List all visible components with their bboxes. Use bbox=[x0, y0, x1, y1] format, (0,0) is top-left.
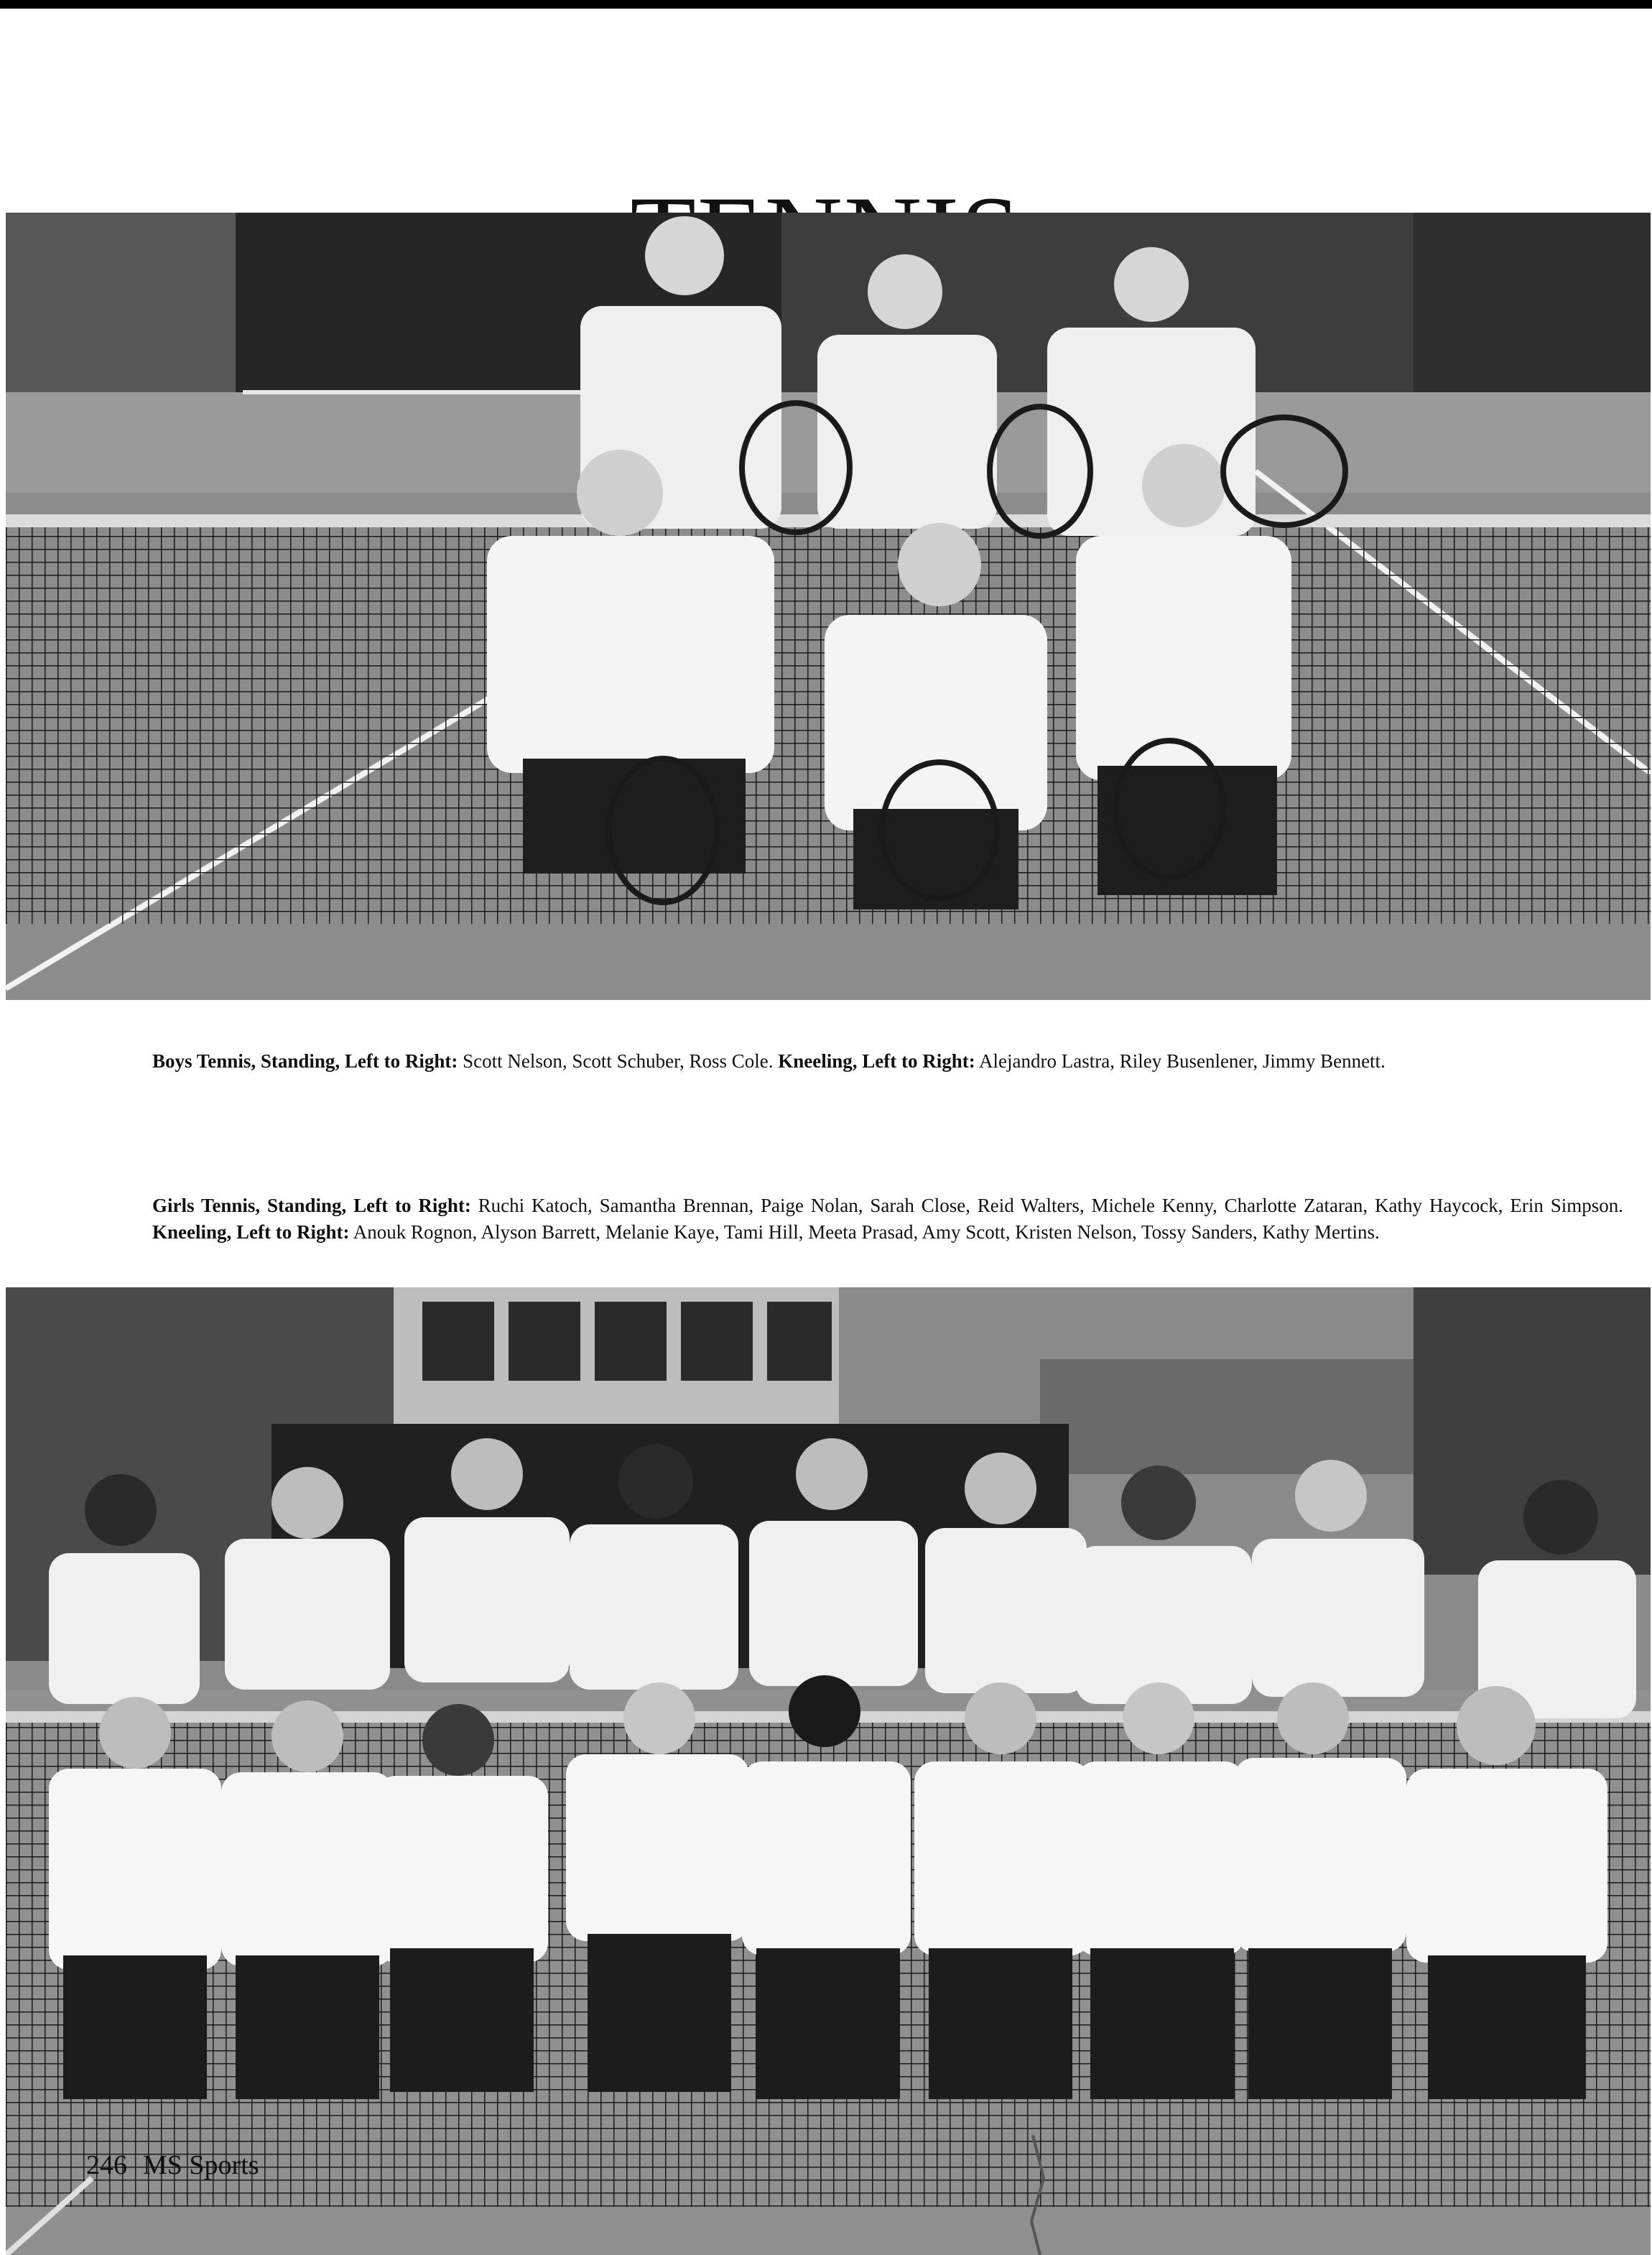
page-footer bbox=[86, 2151, 275, 2180]
girls-tennis-caption bbox=[152, 1193, 1623, 1246]
girls-team-photo bbox=[6, 1287, 1651, 2255]
boys-caption-team-label: Boys Tennis, Standing, Left to Right: bbox=[152, 1050, 458, 1072]
girls-caption-kneeling-names: Anouk Rognon, Alyson Barrett, Melanie Kaye, Tami Hill, Meeta Prasad, Amy Scott, Kristen Nelson, Tossy Sanders, Kathy Mertins. bbox=[349, 1221, 1380, 1243]
section-name: MS Sports bbox=[143, 2150, 259, 2180]
girls-caption-standing-names: Ruchi Katoch, Samantha Brennan, Paige Nolan, Sarah Close, Reid Walters, Michele Kenny, Charlotte Zataran, Kathy Haycock, Erin Simpson. bbox=[470, 1195, 1623, 1216]
girls-caption-team-label: Girls Tennis, Standing, Left to Right: bbox=[152, 1195, 471, 1216]
boys-team-photo bbox=[6, 213, 1651, 1000]
top-border bbox=[0, 0, 1652, 9]
boys-tennis-caption bbox=[152, 1048, 1623, 1075]
girls-caption-kneeling-label: Kneeling, Left to Right: bbox=[152, 1221, 350, 1243]
page-number: 246 bbox=[86, 2150, 127, 2180]
boys-caption-standing-names: Scott Nelson, Scott Schuber, Ross Cole. bbox=[458, 1050, 779, 1072]
boys-caption-kneeling-names: Alejandro Lastra, Riley Busenlener, Jimmy Bennett. bbox=[975, 1050, 1386, 1072]
boys-caption-kneeling-label: Kneeling, Left to Right: bbox=[778, 1050, 975, 1072]
